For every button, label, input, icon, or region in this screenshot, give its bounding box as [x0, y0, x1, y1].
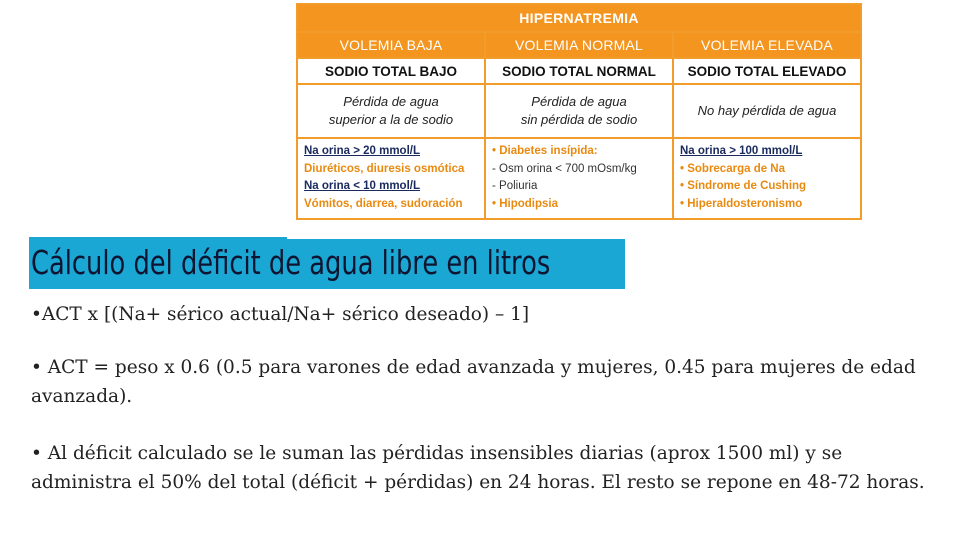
cell-sodio-elevado: SODIO TOTAL ELEVADO	[673, 58, 861, 84]
detail-line: Na orina > 100 mmol/L	[680, 145, 803, 157]
detail-line: Vómitos, diarrea, sudoración	[304, 197, 463, 210]
deficit-paragraph: • Al déficit calculado se le suman las pérdidas insensibles diarias (aprox 1500 ml) y se administra el 50% del total (déficit + pérdidas) en 24 horas. El resto se repone en 48-72 horas.	[31, 443, 925, 493]
cell-sodio-normal: SODIO TOTAL NORMAL	[485, 58, 673, 84]
table-title: HIPERNATREMIA	[297, 4, 861, 32]
cell-details-normal	[485, 138, 673, 219]
detail-line: - Poliuria	[492, 180, 538, 192]
cell-sodio-bajo: SODIO TOTAL BAJO	[297, 58, 485, 84]
loss-line: sin pérdida de sodio	[520, 112, 638, 127]
hipernatremia-table	[296, 3, 862, 220]
act-paragraph: • ACT = peso x 0.6 (0.5 para varones de edad avanzada y mujeres, 0.45 para mujeres de edad avanzada).	[31, 357, 916, 407]
detail-line: • Síndrome de Cushing	[680, 180, 807, 192]
loss-line: superior a la de sodio	[328, 112, 454, 127]
cell-loss-elevada	[673, 84, 861, 138]
detail-line: • Hipodipsia	[492, 197, 559, 210]
section-heading: Cálculo del déficit de agua libre en litros	[31, 243, 551, 282]
detail-line: Na orina < 10 mmol/L	[304, 180, 420, 192]
header-volemia-elevada: VOLEMIA ELEVADA	[673, 32, 861, 58]
cell-loss-normal	[485, 84, 673, 138]
detail-line: Diuréticos, diuresis osmótica	[304, 162, 465, 175]
detail-line: - Osm orina < 700 mOsm/kg	[492, 162, 637, 175]
detail-line: • Hiperaldosteronismo	[680, 197, 803, 210]
loss-line: Pérdida de agua	[531, 94, 627, 109]
cell-details-elevada	[673, 138, 861, 219]
header-volemia-normal: VOLEMIA NORMAL	[485, 32, 673, 58]
cell-loss-baja	[297, 84, 485, 138]
detail-line: • Diabetes insípida:	[492, 145, 598, 157]
detail-line: • Sobrecarga de Na	[680, 162, 786, 175]
detail-line: Na orina > 20 mmol/L	[304, 145, 420, 157]
loss-line: Pérdida de agua	[343, 94, 439, 109]
header-volemia-baja: VOLEMIA BAJA	[297, 32, 485, 58]
formula-paragraph: •ACT x [(Na+ sérico actual/Na+ sérico deseado) – 1]	[31, 304, 530, 325]
loss-line: No hay pérdida de agua	[697, 103, 837, 118]
cell-details-baja	[297, 138, 485, 219]
